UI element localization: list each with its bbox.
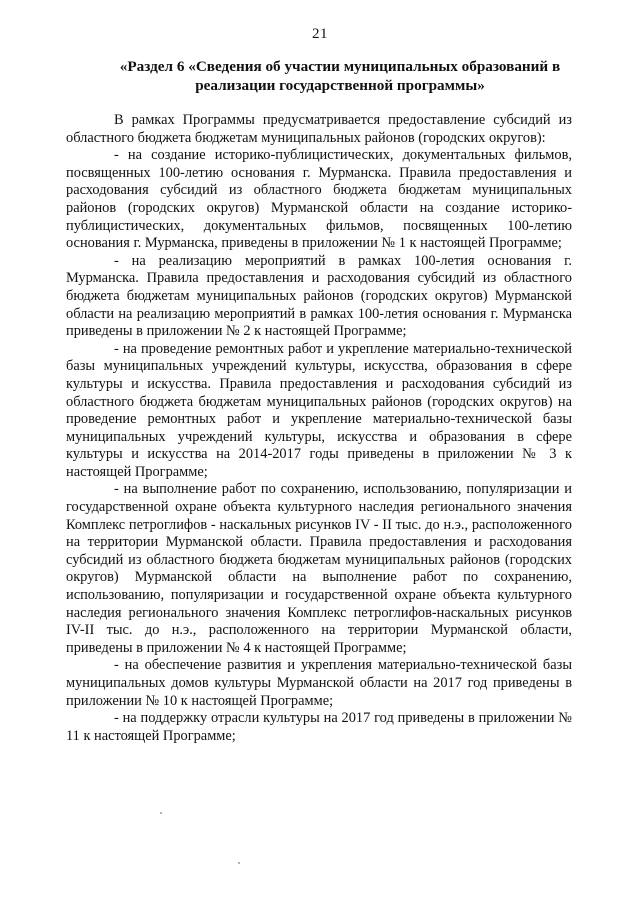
list-item-repair-works: - на проведение ремонтных работ и укрепление материально-технической базы муниципальных учреждений культуры, искусства, образования в сфере культуры и искусства. Правила предоставления и расходования субсидий из областного бюджета бюджетам муниципальных районов (городских округов) на проведение ремонтных работ и укрепление материально-технической базы муниципальных учреждений культуры, искусства и образования в сфере культуры и искусства на 2014-2017 годы приведены в приложении № 3 к настоящей Программе; (66, 340, 572, 480)
section-heading: «Раздел 6 «Сведения об участии муниципальных образований в реализации государственной программы» (119, 58, 561, 94)
scan-speck (160, 812, 162, 814)
list-item-culture-houses: - на обеспечение развития и укрепления материально-технической базы муниципальных домов культуры Мурманской области на 2017 год приведены в приложении № 10 к настоящей Программе; (66, 657, 572, 709)
section-body (66, 112, 572, 745)
list-item-documentary-films: - на создание историко-публицистических, документальных фильмов, посвященных 100-летию основания г. Мурманска. Правила предоставления и расходования субсидий из областного бюджета бюджетам муниципальных районов (городских округов) Мурманской области на создание историко-публицистических, документальных фильмов, посвященных 100-летию основания г. Мурманска, приведены в приложении № 1 к настоящей Программе; (66, 147, 572, 252)
list-item-petroglyphs: - на выполнение работ по сохранению, использованию, популяризации и государственной охране объекта культурного наследия регионального значения Комплекс петроглифов - наскальных рисунков IV - II тыс. до н.э., расположенного на территории Мурманской области. Правила предоставления и расходования субсидий из областного бюджета бюджетам муниципальных районов (городских округов) Мурманской области на выполнение работ по сохранению, использованию, популяризации и государственной охране объекта культурного наследия регионального значения Комплекс петроглифов-наскальных рисунков IV-II тыс. до н.э., расположенного на территории Мурманской области, приведены в приложении № 4 к настоящей Программе; (66, 481, 572, 656)
list-item-anniversary-events: - на реализацию мероприятий в рамках 100-летия основания г. Мурманска. Правила предоставления и расходования субсидий из областного бюджета бюджетам муниципальных районов (городских округов) Мурманской области на реализацию мероприятий в рамках 100-летия основания г. Мурманска приведены в приложении № 2 к настоящей Программе; (66, 252, 572, 340)
scan-speck (238, 862, 240, 864)
intro-paragraph: В рамках Программы предусматривается предоставление субсидий из областного бюджета бюджетам муниципальных районов (городских округов): (66, 112, 572, 146)
page-number: 21 (312, 26, 328, 42)
list-item-culture-support: - на поддержку отрасли культуры на 2017 год приведены в приложении № 11 к настоящей Программе; (66, 710, 572, 744)
